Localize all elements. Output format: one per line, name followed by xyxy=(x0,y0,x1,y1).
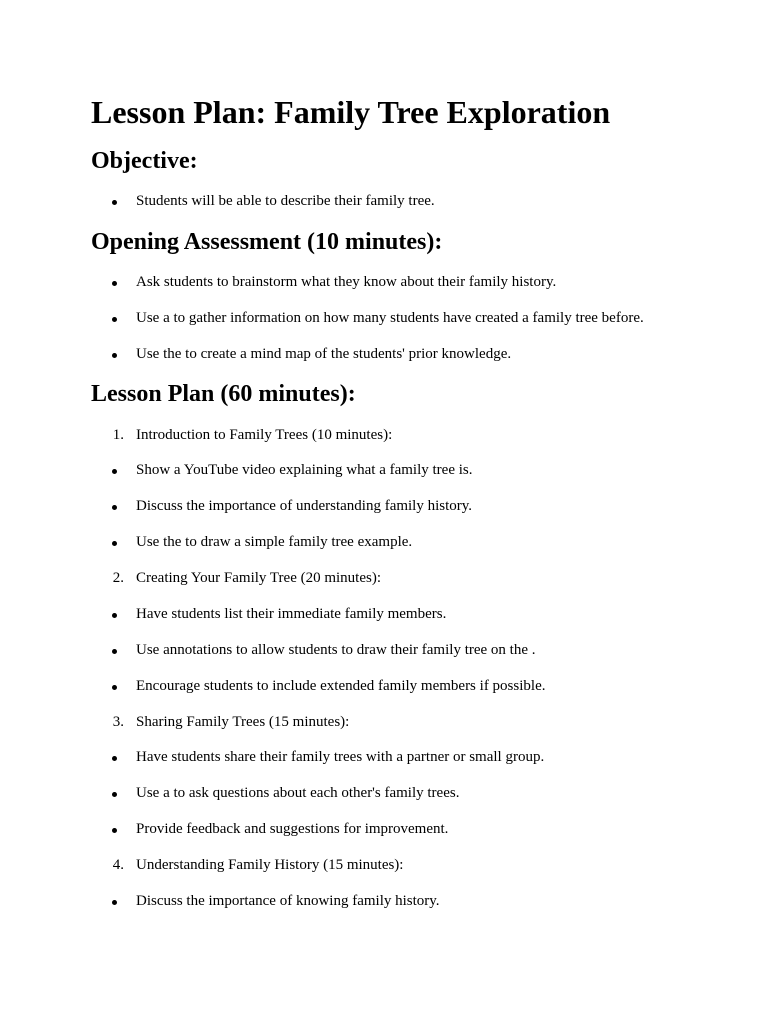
opening-assessment-heading: Opening Assessment (10 minutes): xyxy=(91,229,443,255)
list-item-text: Introduction to Family Trees (10 minutes): xyxy=(136,427,393,443)
list-item-text: Use a to gather information on how many students have created a family tree before. xyxy=(136,310,644,326)
document-title: Lesson Plan: Family Tree Exploration xyxy=(91,94,611,130)
bullet-marker xyxy=(112,200,117,205)
bullet-marker xyxy=(112,649,117,654)
list-item-text: Have students share their family trees with a partner or small group. xyxy=(136,749,545,765)
list-number: 1. xyxy=(112,427,124,443)
list-item-text: Use a to ask questions about each other's family trees. xyxy=(136,785,460,801)
bullet-marker xyxy=(112,469,117,474)
bullet-marker xyxy=(112,828,117,833)
bullet-marker xyxy=(112,900,117,905)
list-item-text: Use the to draw a simple family tree example. xyxy=(136,534,413,550)
bullet-marker xyxy=(112,613,117,618)
list-item-text: Have students list their immediate family members. xyxy=(136,606,447,622)
list-item-text: Use annotations to allow students to draw their family tree on the . xyxy=(136,642,536,658)
list-item-text: Understanding Family History (15 minutes): xyxy=(136,857,404,873)
list-number: 2. xyxy=(112,570,124,586)
list-number: 4. xyxy=(112,857,124,873)
list-item-text: Provide feedback and suggestions for improvement. xyxy=(136,821,449,837)
list-item-text: Discuss the importance of knowing family history. xyxy=(136,893,440,909)
bullet-marker xyxy=(112,505,117,510)
list-number: 3. xyxy=(112,714,124,730)
bullet-marker xyxy=(112,317,117,322)
list-item-text: Discuss the importance of understanding family history. xyxy=(136,498,473,514)
list-item-text: Creating Your Family Tree (20 minutes): xyxy=(136,570,382,586)
list-item-text: Encourage students to include extended family members if possible. xyxy=(136,678,546,694)
list-item-text: Show a YouTube video explaining what a family tree is. xyxy=(136,462,473,478)
objective-heading: Objective: xyxy=(91,148,198,174)
bullet-marker xyxy=(112,756,117,761)
bullet-marker xyxy=(112,281,117,286)
list-item-text: Use the to create a mind map of the students' prior knowledge. xyxy=(136,346,512,362)
lesson-plan-heading: Lesson Plan (60 minutes): xyxy=(91,381,356,407)
list-item-text: Sharing Family Trees (15 minutes): xyxy=(136,714,350,730)
list-item-text: Ask students to brainstorm what they know about their family history. xyxy=(136,274,557,290)
bullet-marker xyxy=(112,792,117,797)
bullet-marker xyxy=(112,685,117,690)
list-item-text: Students will be able to describe their family tree. xyxy=(136,193,435,209)
bullet-marker xyxy=(112,353,117,358)
bullet-marker xyxy=(112,541,117,546)
